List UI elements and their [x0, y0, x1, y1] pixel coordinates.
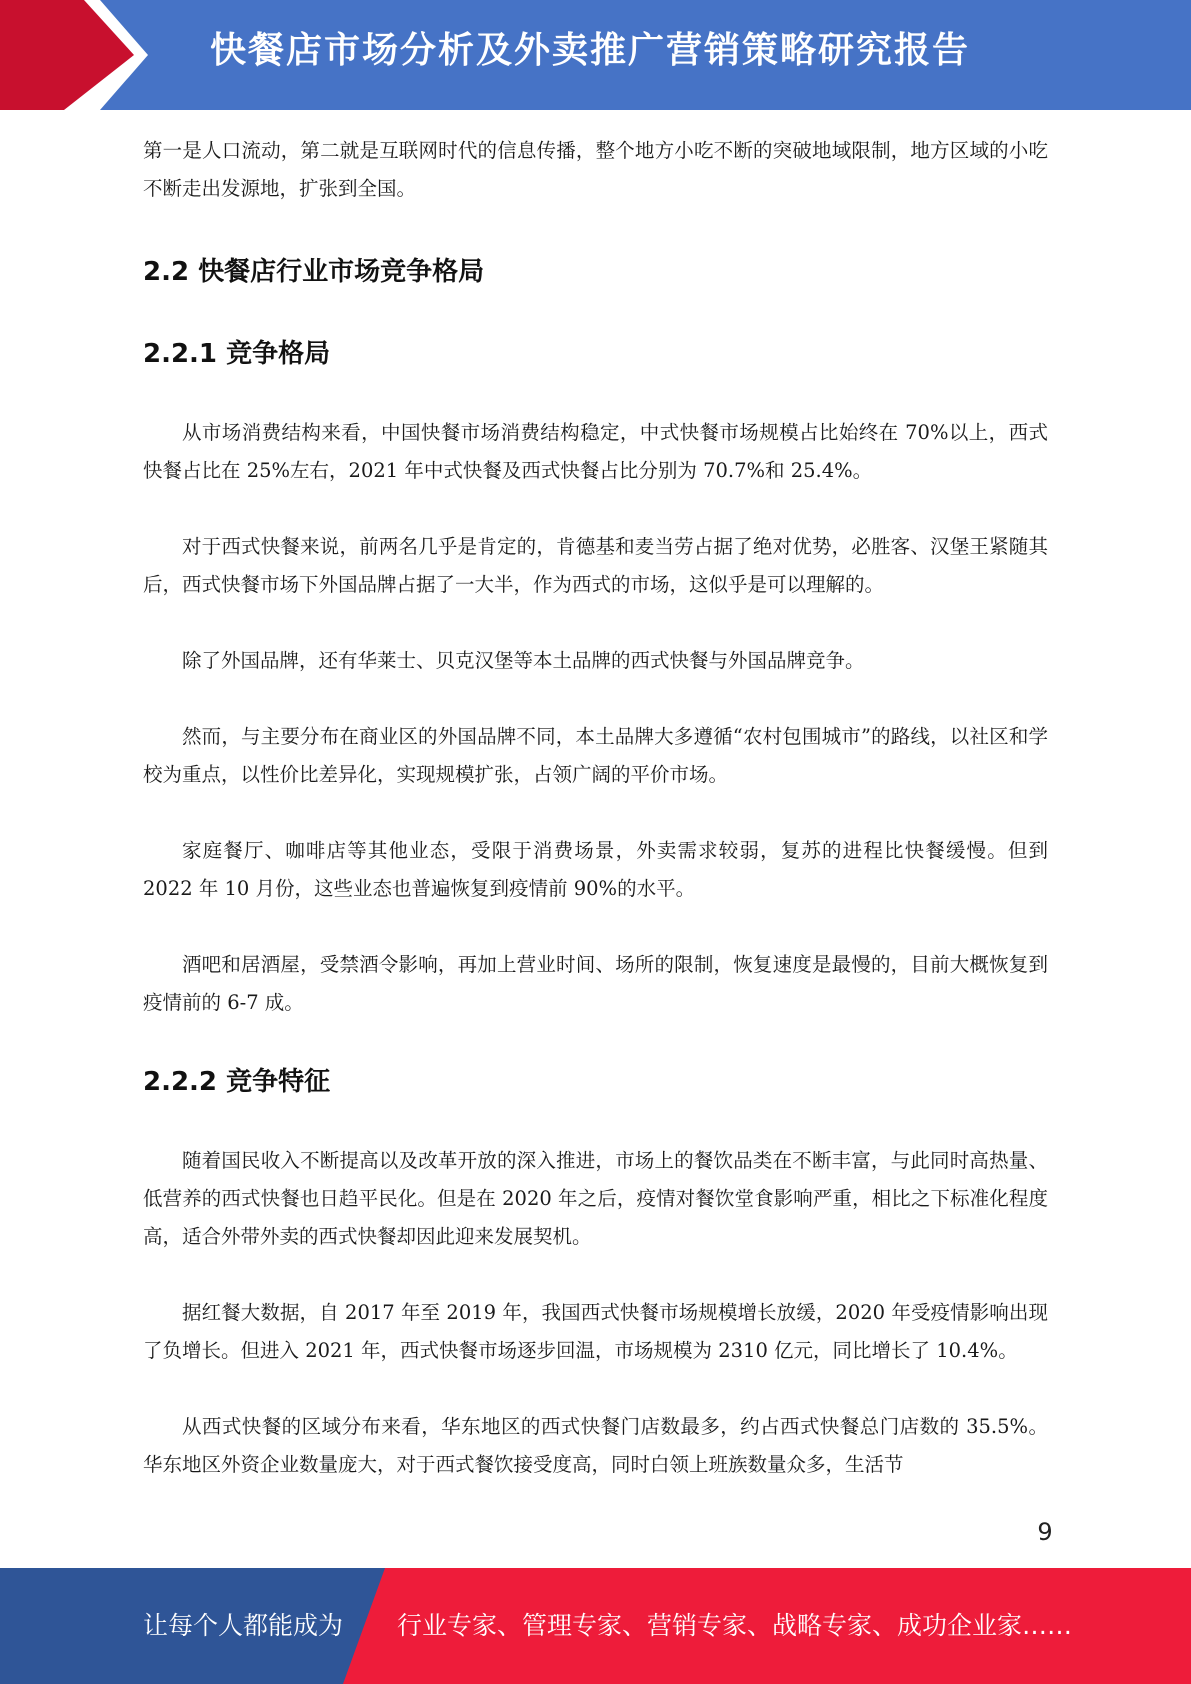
paragraph-bars-izakaya: 酒吧和居酒屋，受禁酒令影响，再加上营业时间、场所的限制，恢复速度是最慢的，目前大概恢复到疫情前的 6-7 成。 — [143, 953, 1048, 1014]
footer-slogan-left: 让每个人都能成为 — [143, 1611, 344, 1640]
page-header — [0, 0, 1191, 110]
paragraph-consumption-structure: 从市场消费结构来看，中国快餐市场消费结构稳定，中式快餐市场规模占比始终在 70%以上，西式快餐占比在 25%左右，2021 年中式快餐及西式快餐占比分别为 70.7%和 25.4%。 — [143, 421, 1048, 482]
footer-slogan-right: 行业专家、管理专家、营销专家、战略专家、成功企业家…… — [397, 1611, 1073, 1640]
paragraph-market-size: 据红餐大数据，自 2017 年至 2019 年，我国西式快餐市场规模增长放缓，2020 年受疫情影响出现了负增长。但进入 2021 年，西式快餐市场逐步回温，市场规模为 2310 亿元，同比增长了 10.4%。 — [143, 1301, 1048, 1362]
paragraph-regional-distribution: 从西式快餐的区域分布来看，华东地区的西式快餐门店数最多，约占西式快餐总门店数的 35.5%。华东地区外资企业数量庞大，对于西式餐饮接受度高，同时白领上班族数量众多，生活节 — [143, 1415, 1048, 1476]
subsection-heading-2-2-2: 2.2.2 竞争特征 — [143, 1067, 331, 1097]
page-body — [143, 132, 1048, 1484]
paragraph-other-formats: 家庭餐厅、咖啡店等其他业态，受限于消费场景，外卖需求较弱，复苏的进程比快餐缓慢。但到 2022 年 10 月份，这些业态也普遍恢复到疫情前 90%的水平。 — [143, 839, 1048, 900]
subsection-heading-2-2-1: 2.2.1 竞争格局 — [143, 339, 331, 369]
paragraph-western-fastfood-leaders: 对于西式快餐来说，前两名几乎是肯定的，肯德基和麦当劳占据了绝对优势，必胜客、汉堡王紧随其后，西式快餐市场下外国品牌占据了一大半，作为西式的市场，这似乎是可以理解的。 — [143, 535, 1048, 596]
paragraph-income-growth: 随着国民收入不断提高以及改革开放的深入推进，市场上的餐饮品类在不断丰富，与此同时高热量、低营养的西式快餐也日趋平民化。但是在 2020 年之后，疫情对餐饮堂食影响严重，相比之下标准化程度高，适合外带外卖的西式快餐却因此迎来发展契机。 — [143, 1149, 1048, 1248]
section-heading-2-2: 2.2 快餐店行业市场竞争格局 — [143, 257, 485, 287]
page-footer — [0, 1568, 1191, 1684]
page-number: 9 — [1037, 1518, 1053, 1546]
intro-paragraph: 第一是人口流动，第二就是互联网时代的信息传播，整个地方小吃不断的突破地域限制，地方区域的小吃不断走出发源地，扩张到全国。 — [143, 139, 1048, 200]
report-title: 快餐店市场分析及外卖推广营销策略研究报告 — [209, 30, 970, 71]
paragraph-rural-strategy: 然而，与主要分布在商业区的外国品牌不同，本土品牌大多遵循“农村包围城市”的路线，以社区和学校为重点，以性价比差异化，实现规模扩张，占领广阔的平价市场。 — [143, 725, 1048, 786]
paragraph-local-brands: 除了外国品牌，还有华莱士、贝克汉堡等本土品牌的西式快餐与外国品牌竞争。 — [182, 649, 865, 672]
